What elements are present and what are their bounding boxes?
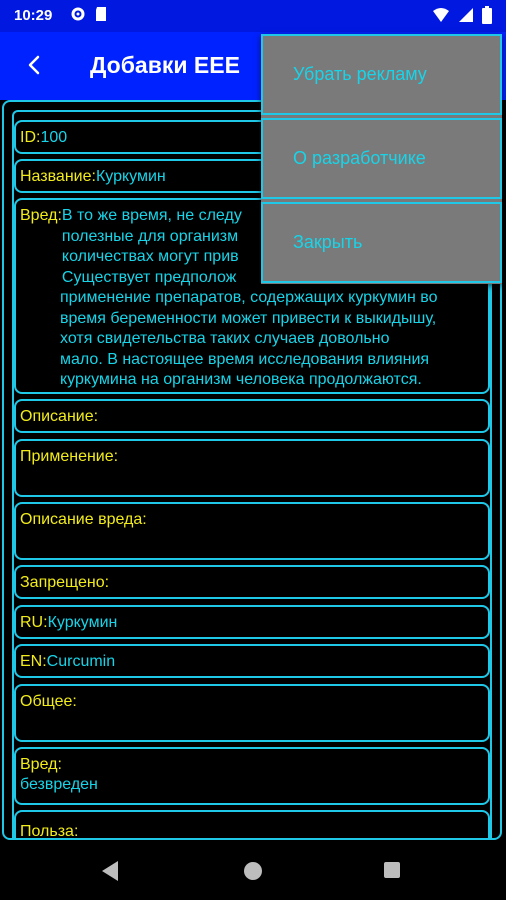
back-button[interactable]: [20, 50, 50, 80]
field-value: В то же время, не следу полезные для организм количествах могут прив Существует предполож: [61, 207, 242, 286]
field-ru: [14, 605, 490, 639]
field-value: безвреден: [20, 776, 98, 793]
field-label: Описание вреда:: [20, 511, 147, 528]
field-value: Curcumin: [46, 653, 116, 670]
field-benefit: [14, 810, 490, 840]
menu-item-remove-ads[interactable]: Убрать рекламу: [261, 34, 502, 115]
field-label: Общее:: [20, 693, 77, 710]
field-label: EN:: [20, 653, 47, 670]
sd-card-icon: [94, 6, 108, 26]
field-label: ID:: [20, 129, 41, 146]
nav-home-button[interactable]: [244, 862, 262, 880]
field-label: Вред:: [20, 207, 62, 224]
field-label: Запрещено:: [20, 574, 110, 591]
nav-recents-button[interactable]: [384, 862, 400, 878]
field-description: [14, 399, 490, 433]
field-value-continued: применение препаратов, содержащих куркумин во время беременности может привести к выкидышу, хотя свидетельства таких случаев довольно мало. В настоящее время исследования влияния куркумина на организм человека продолжаются.: [60, 289, 438, 388]
status-time: 10:29: [14, 7, 53, 24]
field-value: Куркумин: [47, 614, 118, 631]
nav-back-button[interactable]: [100, 860, 120, 887]
menu-item-close[interactable]: Закрыть: [261, 202, 502, 283]
wifi-icon: [432, 7, 450, 27]
field-label: RU:: [20, 614, 48, 631]
field-label: Применение:: [20, 448, 119, 465]
status-bar: [0, 0, 506, 32]
field-en: [14, 644, 490, 678]
field-label: Название:: [20, 168, 96, 185]
gear-icon: [70, 6, 86, 26]
system-nav-bar: [0, 840, 506, 900]
field-forbidden: [14, 565, 490, 599]
arrow-back-icon: [20, 50, 50, 80]
field-value: Куркумин: [95, 168, 166, 185]
field-label: Описание:: [20, 408, 99, 425]
overflow-menu: [261, 34, 502, 284]
signal-icon: [458, 7, 474, 27]
triangle-back-icon: [100, 860, 120, 882]
field-general: [14, 684, 490, 742]
field-harm-description: [14, 502, 490, 560]
field-harm-level: [14, 747, 490, 805]
battery-icon: [482, 6, 492, 28]
field-usage: [14, 439, 490, 497]
field-value: 100: [40, 129, 68, 146]
page-title: Добавки ЕЕЕ: [90, 52, 240, 78]
menu-item-about-developer[interactable]: О разработчике: [261, 118, 502, 199]
field-label: Вред:: [20, 756, 62, 773]
field-label: Польза:: [20, 823, 79, 840]
